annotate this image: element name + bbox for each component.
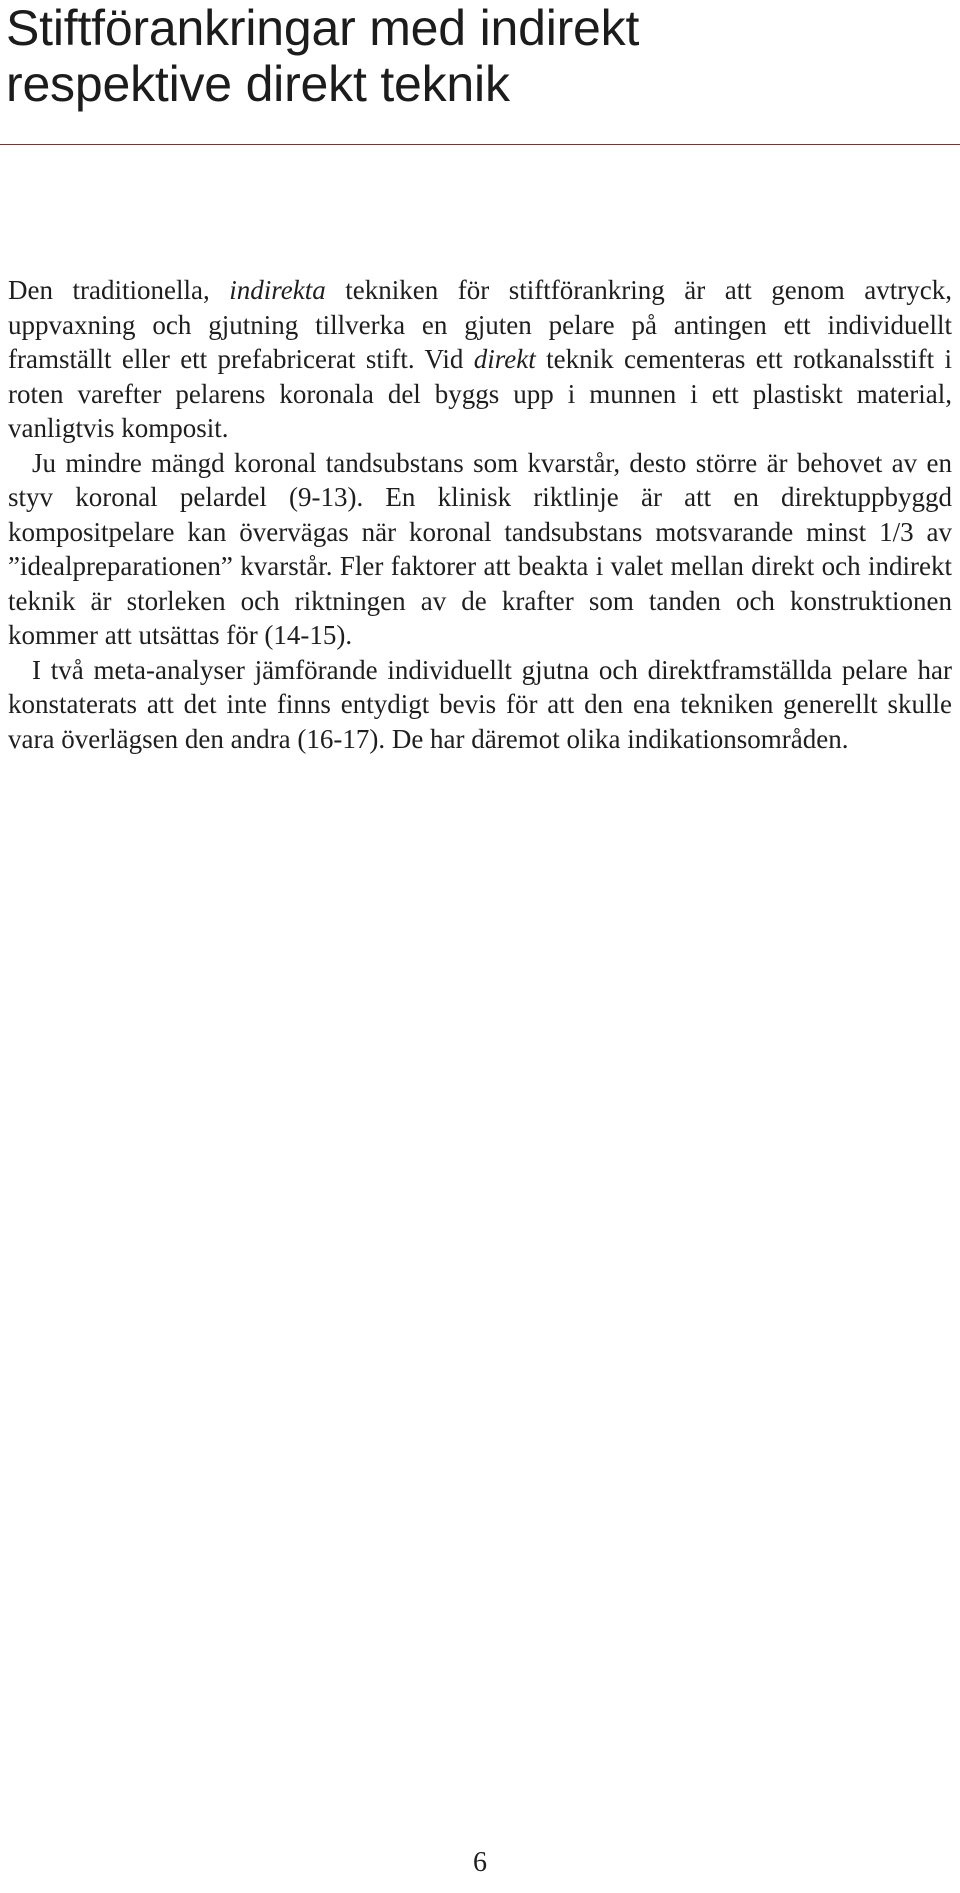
paragraph-1-emphasis-indirekta: indirekta bbox=[229, 275, 326, 305]
page-number: 6 bbox=[473, 1847, 487, 1878]
paragraph-2: Ju mindre mängd koronal tandsubstans som kvarstår, desto större är behovet av en styv koronal pelardel (9-13). En klinisk riktlinje är att en direktuppbyggd kompositpelare kan övervägas när koronal tandsubstans motsvarande minst 1/3 av ”idealpreparationen” kvarstår. Fler faktorer att beakta i valet mellan direkt och indirekt teknik är storleken och riktningen av de krafter som tanden och konstruktionen kommer att utsättas för (14-15). bbox=[8, 447, 952, 650]
page-title bbox=[6, 0, 936, 112]
paragraph-1-part-c: teknik cementeras ett rotkanalsstift i roten varefter pelarens koronala del byggs upp i munnen i ett plastiskt material, vanligtvis komposit. bbox=[8, 344, 952, 443]
title-divider bbox=[0, 144, 960, 145]
page-title-line-1: Stiftförankringar med indirekt bbox=[6, 0, 640, 56]
body-text bbox=[8, 273, 952, 756]
paragraph-3: I två meta-analyser jämförande individuellt gjutna och direktframställda pelare har konstaterats att det inte finns entydigt bevis för att den ena tekniken generellt skulle vara överlägsen den andra (16-17). De har däremot olika indikationsområden. bbox=[8, 654, 952, 754]
paragraph-1-emphasis-direkt: direkt bbox=[473, 344, 536, 374]
paragraph-1-part-a: Den traditionella, bbox=[8, 275, 230, 305]
paragraph-1 bbox=[8, 273, 952, 446]
page-title-line-2: respektive direkt teknik bbox=[6, 56, 510, 112]
paragraph-1-part-b: tekniken för stiftförankring är att genom avtryck, uppvaxning och gjutning tillverka en gjuten pelare på antingen ett individuellt framställt eller ett prefabricerat stift. Vid bbox=[8, 275, 953, 374]
